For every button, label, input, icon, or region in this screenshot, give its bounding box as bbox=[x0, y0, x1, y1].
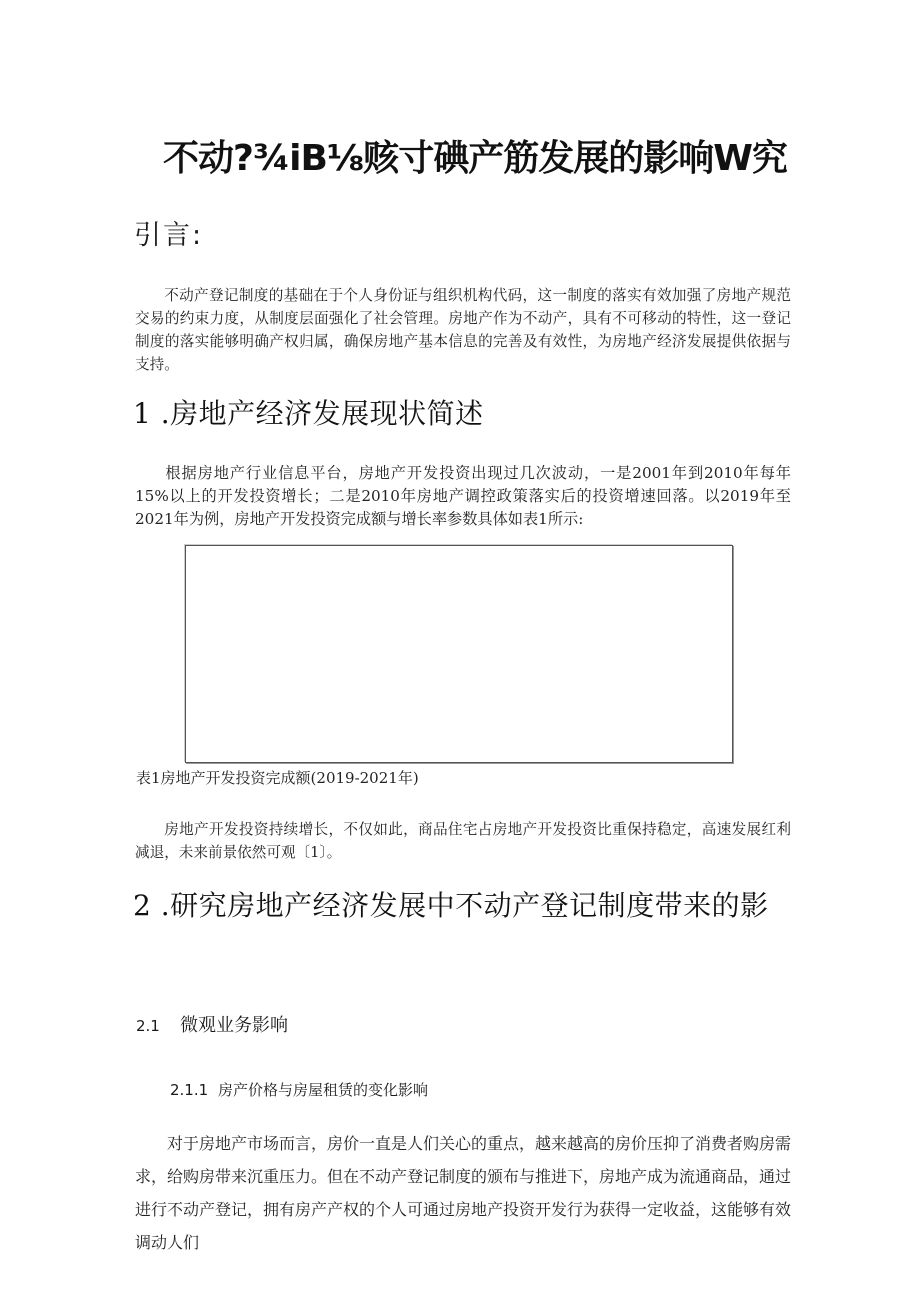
section-2-1-1-heading bbox=[170, 1079, 428, 1100]
section-2-heading: 2 .研究房地产经济发展中不动产登记制度带来的影 bbox=[133, 889, 769, 922]
table-1-caption: 表1房地产开发投资完成额(2019-2021年) bbox=[136, 769, 419, 787]
section-2-1-1-number: 2.1.1 bbox=[170, 1081, 209, 1099]
section-1-after-paragraph: 房地产开发投资持续增长，不仅如此，商品住宅占房地产开发投资比重保持稳定，高速发展红利减退，未来前景依然可观〔1〕。 bbox=[135, 821, 791, 861]
section-2-1-number: 2.1 bbox=[136, 1017, 160, 1035]
section-1-heading: 1 .房地产经济发展现状简述 bbox=[133, 397, 484, 430]
document-title: 不动?¾iB⅛赅寸碘产筋发展的影响W究 bbox=[163, 138, 787, 179]
section-1-paragraph: 根据房地产行业信息平台，房地产开发投资出现过几次波动，一是2001年到2010年每年15%以上的开发投资增长；二是2010年房地产调控政策落实后的投资增速回落。以2019年至2021年为例，房地产开发投资完成额与增长率参数具体如表1所示: bbox=[135, 464, 791, 528]
section-2-1-1-paragraph: 对于房地产市场而言，房价一直是人们关心的重点，越来越高的房价压抑了消费者购房需求，给购房带来沉重压力。但在不动产登记制度的颁布与推进下，房地产成为流通商品，通过进行不动产登记，拥有房产产权的个人可通过房地产投资开发行为获得一定收益，这能够有效调动人们 bbox=[135, 1134, 792, 1252]
table-1-frame bbox=[185, 545, 733, 763]
section-2-1-title: 微观业务影响 bbox=[180, 1015, 288, 1036]
section-2-1-heading bbox=[136, 1011, 288, 1037]
intro-paragraph: 不动产登记制度的基础在于个人身份证与组织机构代码，这一制度的落实有效加强了房地产规范交易的约束力度，从制度层面强化了社会管理。房地产作为不动产，具有不可移动的特性，这一登记制度的落实能够明确产权归属，确保房地产基本信息的完善及有效性，为房地产经济发展提供依据与支持。 bbox=[135, 287, 791, 373]
section-2-1-1-title: 房产价格与房屋租赁的变化影响 bbox=[218, 1081, 429, 1099]
intro-label: 引言: bbox=[134, 220, 204, 251]
